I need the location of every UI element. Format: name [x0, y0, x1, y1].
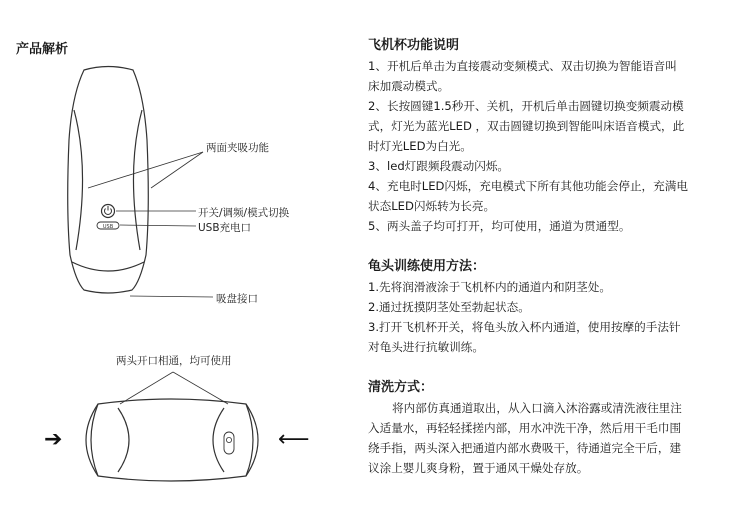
annotation-switch: 开关/调频/模式切换: [198, 207, 290, 219]
annotation-open-ends: 两头开口相通，均可使用: [116, 355, 232, 367]
product-diagram: [0, 0, 360, 530]
cleaning-line: 将内部仿真通道取出，从入口滴入沐浴露或清洗液往里注: [392, 401, 682, 415]
functions-line: 时灯光LED为白光。: [368, 139, 472, 153]
instructions-panel: [368, 36, 740, 478]
annotation-suction: 两面夹吸功能: [206, 142, 269, 154]
functions-line: 1、开机后单击为直接震动变频模式、双击切换为智能语音叫: [368, 59, 677, 73]
product-analysis-title: 产品解析: [16, 42, 69, 57]
section-title-functions: 飞机杯功能说明: [368, 38, 460, 53]
device-side-curve-right: [133, 110, 142, 250]
leader-suction-1: [88, 152, 203, 188]
horizontal-button-panel: [224, 432, 234, 454]
leader-sucker: [130, 296, 213, 297]
cleaning-line: 绕手指，两头深入把通道内部水费吸干，待通道完全干后，建: [368, 441, 682, 455]
cleaning-line: 入适量水，再轻轻揉搓内部，用水冲洗干净，然后用干毛巾围: [368, 421, 682, 435]
horizontal-power-icon: [226, 437, 231, 442]
functions-line: 式，灯光为蓝光LED ，双击圆键切换到智能叫床语音模式，此: [368, 119, 685, 133]
functions-line: 5、两头盖子均可打开，均可使用，通道为贯通型。: [368, 219, 631, 233]
annotation-usb: USB充电口: [198, 222, 252, 234]
horizontal-inner-curve-left: [118, 408, 129, 472]
power-symbol-icon: [105, 206, 112, 214]
leader-suction-2: [151, 152, 203, 188]
device-bottom-curve: [72, 262, 144, 271]
training-line: 2.通过抚摸阴茎处至勃起状态。: [368, 300, 530, 314]
annotation-sucker: 吸盘接口: [216, 293, 258, 305]
leader-usb: [120, 225, 196, 226]
usb-port-label: USB: [102, 224, 114, 230]
horizontal-device: [86, 372, 258, 481]
device-side-curve-left: [74, 110, 83, 250]
functions-line: 2、长按圆键1.5秒开、关机，开机后单击圆键切换变频震动模: [368, 99, 684, 113]
functions-line: 床加震动模式。: [368, 79, 450, 93]
training-line: 对龟头进行抗敏训练。: [368, 340, 484, 354]
functions-line: 状态LED闪烁转为长亮。: [368, 199, 496, 213]
functions-line: 3、led灯跟频段震动闪烁。: [368, 159, 510, 173]
training-line: 1.先将润滑液涂于飞机杯内的通道内和阴茎处。: [368, 280, 611, 294]
functions-line: 4、充电时LED闪烁，充电模式下所有其他功能会停止，充满电: [368, 179, 688, 193]
training-line: 3.打开飞机杯开关，将龟头放入杯内通道，使用按摩的手法针: [368, 320, 681, 334]
device-body-outline: [68, 67, 149, 294]
horizontal-body-outline: [86, 399, 258, 481]
upright-device: [68, 67, 149, 294]
section-title-cleaning: 清洗方式：: [368, 380, 434, 395]
section-title-training: 龟头训练使用方法：: [368, 259, 486, 274]
horizontal-inner-curve-right: [213, 408, 224, 472]
arrow-left-in: ➔: [44, 427, 63, 452]
arrow-right-in: ⟵: [278, 427, 310, 452]
cleaning-line: 议涂上婴儿爽身粉，置于通风干燥处存放。: [368, 461, 589, 475]
